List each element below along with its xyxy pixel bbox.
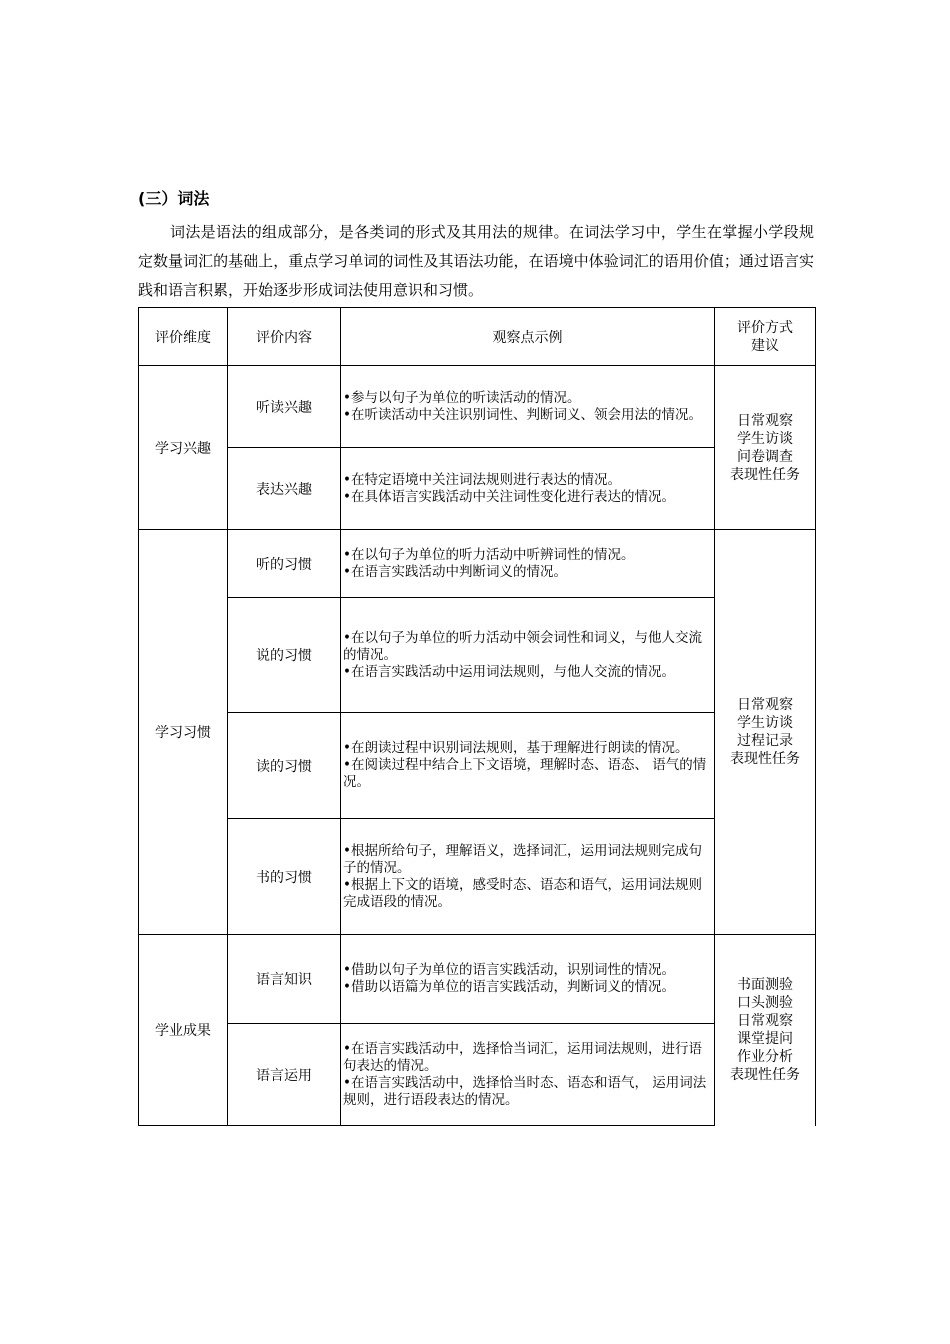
header-method-line: 建议 <box>751 337 779 354</box>
table-row <box>139 598 816 713</box>
method-cell <box>715 530 816 935</box>
method-item: 书面测验 <box>737 977 793 994</box>
table-row <box>139 530 816 598</box>
intro-paragraph: 词法是语法的组成部分，是各类词的形式及其用法的规律。在词法学习中，学生在掌握小学段规定数量词汇的基础上，重点学习单词的词性及其语法功能，在语境中体验词汇的语用价值；通过语言实践和语言积累，开始逐步形成词法使用意识和习惯。 <box>138 223 814 299</box>
table-row <box>139 819 816 935</box>
method-item: 表现性任务 <box>730 466 800 483</box>
header-content: 评价内容 <box>228 308 341 366</box>
observation-cell <box>341 819 715 935</box>
method-item: 口头测验 <box>737 995 793 1012</box>
evaluation-table <box>138 307 816 1126</box>
content-cell: 读的习惯 <box>228 713 341 819</box>
header-observation: 观察点示例 <box>341 308 715 366</box>
section-title: (三）词法 <box>138 189 210 208</box>
observation-cell <box>341 366 715 448</box>
table-header-row <box>139 308 816 366</box>
content-cell: 语言知识 <box>228 935 341 1024</box>
observation-point: •在朗读过程中识别词法规则，基于理解进行朗读的情况。 <box>343 740 689 756</box>
observation-point: •在以句子为单位的听力活动中领会词性和词义，与他人交流的情况。 <box>343 629 702 663</box>
dimension-cell: 学业成果 <box>139 935 228 1126</box>
method-item: 学生访谈 <box>737 715 793 731</box>
observation-point: •在听读活动中关注识别词性、判断词义、领会用法的情况。 <box>343 406 702 423</box>
observation-cell <box>341 1024 715 1126</box>
method-item: 日常观察 <box>737 412 793 429</box>
observation-cell <box>341 448 715 530</box>
observation-point: •根据上下文的语境，感受时态、语态和语气，运用词法规则完成语段的情况。 <box>343 876 702 910</box>
observation-cell <box>341 935 715 1024</box>
observation-cell <box>341 530 715 598</box>
observation-cell <box>341 713 715 819</box>
method-item: 表现性任务 <box>730 1067 800 1084</box>
content-cell: 听读兴趣 <box>228 366 341 448</box>
method-item: 作业分析 <box>737 1049 793 1066</box>
observation-point: •在阅读过程中结合上下文语境，理解时态、语态、 语气的情况。 <box>343 757 707 790</box>
method-item: 日常观察 <box>737 1013 793 1030</box>
observation-point: •在以句子为单位的听力活动中听辨词性的情况。 <box>343 546 635 563</box>
observation-point: •在特定语境中关注词法规则进行表达的情况。 <box>343 471 621 488</box>
method-item: 课堂提问 <box>737 1031 793 1048</box>
table-row <box>139 448 816 530</box>
table-row <box>139 1024 816 1126</box>
observation-point: •在语言实践活动中判断词义的情况。 <box>343 563 567 580</box>
method-item: 学生访谈 <box>737 430 793 447</box>
observation-point: •借助以语篇为单位的语言实践活动，判断词义的情况。 <box>343 979 675 995</box>
table-row <box>139 366 816 448</box>
observation-point: •根据所给句子，理解语义，选择词汇，运用词法规则完成句子的情况。 <box>343 842 702 876</box>
method-cell <box>715 366 816 530</box>
observation-point: •借助以句子为单位的语言实践活动，识别词性的情况。 <box>343 962 675 978</box>
header-method-line: 评价方式 <box>737 319 793 336</box>
observation-point: •在语言实践活动中运用词法规则，与他人交流的情况。 <box>343 663 675 680</box>
content-cell: 听的习惯 <box>228 530 341 598</box>
observation-point: •参与以句子为单位的听读活动的情况。 <box>343 389 581 406</box>
method-item: 表现性任务 <box>730 751 800 767</box>
dimension-cell: 学习兴趣 <box>139 366 228 530</box>
method-item: 日常观察 <box>737 697 793 713</box>
observation-point: •在具体语言实践活动中关注词性变化进行表达的情况。 <box>343 488 675 505</box>
header-method <box>715 308 816 366</box>
table-row <box>139 713 816 819</box>
method-item: 过程记录 <box>737 733 793 749</box>
table-row <box>139 935 816 1024</box>
method-cell <box>715 935 816 1126</box>
observation-point: •在语言实践活动中，选择恰当时态、语态和语气， 运用词法规则，进行语段表达的情况。 <box>343 1074 707 1108</box>
header-dimension: 评价维度 <box>139 308 228 366</box>
observation-point: •在语言实践活动中，选择恰当词汇，运用词法规则，进行语句表达的情况。 <box>343 1040 702 1074</box>
content-cell: 书的习惯 <box>228 819 341 935</box>
dimension-cell: 学习习惯 <box>139 530 228 935</box>
content-cell: 语言运用 <box>228 1024 341 1126</box>
method-item: 问卷调查 <box>737 448 793 465</box>
content-cell: 表达兴趣 <box>228 448 341 530</box>
observation-cell <box>341 598 715 713</box>
content-cell: 说的习惯 <box>228 598 341 713</box>
